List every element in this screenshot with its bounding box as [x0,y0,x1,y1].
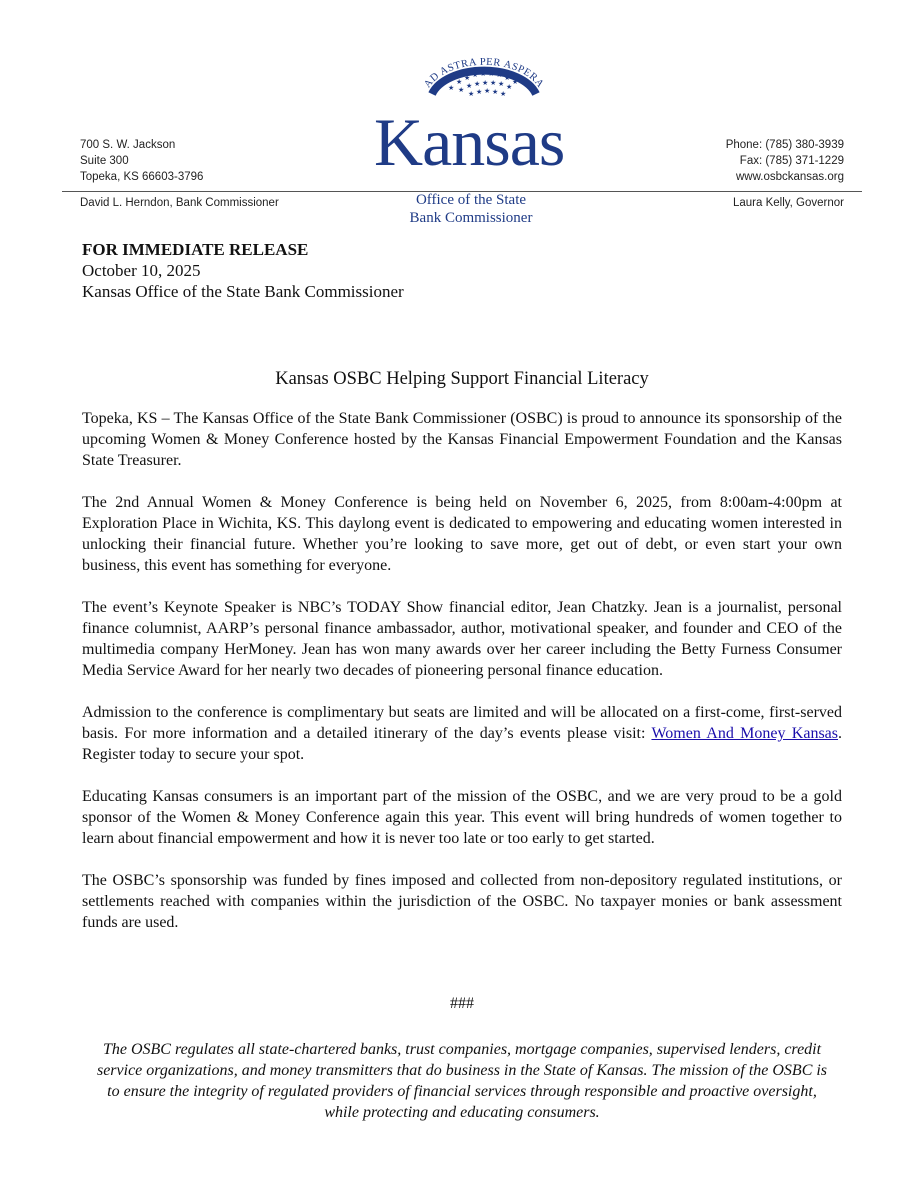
contact-website: www.osbckansas.org [735,171,844,183]
star-icon: ★ [456,78,463,86]
star-icon: ★ [492,88,499,96]
kansas-osbc-logo [370,50,570,226]
office-name-line-2: Bank Commissioner [409,210,533,226]
kansas-wordmark: Kansas [374,104,565,180]
paragraph-mission: Educating Kansas consumers is an important part of the mission of the OSBC, and we are very proud to be a gold sponsor of the Women & Money Conference again this year. This event will bring hundreds of women together to learn about financial empowerment and how it is never too late or too early to get started. [82,788,842,847]
release-date: October 10, 2025 [82,261,201,280]
paragraph-keynote: The event’s Keynote Speaker is NBC’s TODAY Show financial editor, Jean Chatzky. Jean is a journalist, personal finance columnist, AARP’s personal finance ambassador, author, motivational speaker, and founder and CEO of the multimedia company HerMoney. Jean has won many awards over her career including the Betty Furness Consumer Media Service Award for her nearly two decades of pioneering personal finance education. [82,599,842,679]
paragraph-event-details: The 2nd Annual Women & Money Conference is being held on November 6, 2025, from 8:00am-4:00pm at Exploration Place in Wichita, KS. This daylong event is dedicated to empowering and educating women interested in unlocking their financial future. Whether you’re looking to save more, get out of debt, or even start your own business, this event has something for everyone. [82,494,842,574]
star-icon: ★ [464,74,471,82]
star-icon: ★ [490,79,497,87]
release-info [82,239,404,302]
release-label: FOR IMMEDIATE RELEASE [82,240,309,259]
star-icon: ★ [472,71,479,79]
paragraph-funding: The OSBC’s sponsorship was funded by fines imposed and collected from non-depository regulated institutions, or settlements reached with companies within the jurisdiction of the OSBC. No taxpayer monies or bank assessment funds are used. [82,872,842,931]
admission-text: Admission to the conference is complimentary but seats are limited and will be allocated on a first-come, first-served basis. For more information and a detailed itinerary of the day’s events please visit: [82,704,842,742]
star-icon: ★ [500,90,507,98]
footer-mission-statement: The OSBC regulates all state-chartered banks, trust companies, mortgage companies, supervised lenders, credit service organizations, and money transmitters that do business in the State of Kansas. The mission of the OSBC is to ensure the integrity of regulated providers of financial services through responsible and proactive oversight, while protecting and educating consumers. [96,1041,828,1121]
end-mark: ### [450,995,474,1012]
paragraph-admission [82,702,842,765]
letterhead-divider [62,191,862,192]
star-arc-icon [422,50,546,102]
address-line-city: Topeka, KS 66603-3796 [80,171,204,183]
star-icon: ★ [512,78,519,86]
motto-text: AD ASTRA PER ASPERA [422,56,546,91]
star-icon: ★ [488,70,495,78]
star-icon: ★ [504,74,511,82]
governor-name: Laura Kelly, Governor [732,197,844,209]
star-icon: ★ [466,82,473,90]
office-name-line-1: Office of the State [415,192,527,208]
star-icon: ★ [506,83,513,91]
commissioner-name: David L. Herndon, Bank Commissioner [80,197,279,209]
contact-block [726,137,844,185]
press-release-body [82,408,842,954]
star-icon: ★ [496,71,503,79]
women-and-money-kansas-link[interactable]: Women And Money Kansas [651,725,839,742]
star-icon: ★ [480,70,487,78]
star-icon: ★ [484,87,491,95]
headline: Kansas OSBC Helping Support Financial Literacy [275,369,649,389]
star-icon: ★ [468,90,475,98]
admission-text-end: . Register today to secure your spot. [82,725,843,763]
star-icon: ★ [498,80,505,88]
contact-fax: Fax: (785) 371-1229 [739,155,844,167]
paragraph-intro: Topeka, KS – The Kansas Office of the State Bank Commissioner (OSBC) is proud to announce its sponsorship of the upcoming Women & Money Conference hosted by the Kansas Financial Empowerment Foundation and the Kansas State Treasurer. [82,410,842,469]
release-source: Kansas Office of the State Bank Commissioner [82,282,404,301]
star-icon: ★ [448,84,455,92]
address-block [80,137,203,185]
address-line-street: 700 S. W. Jackson [80,139,176,151]
star-icon: ★ [476,88,483,96]
star-icon: ★ [482,79,489,87]
star-icon: ★ [458,86,465,94]
star-icon: ★ [474,80,481,88]
address-line-suite: Suite 300 [80,155,129,167]
contact-phone: Phone: (785) 380-3939 [725,139,844,151]
